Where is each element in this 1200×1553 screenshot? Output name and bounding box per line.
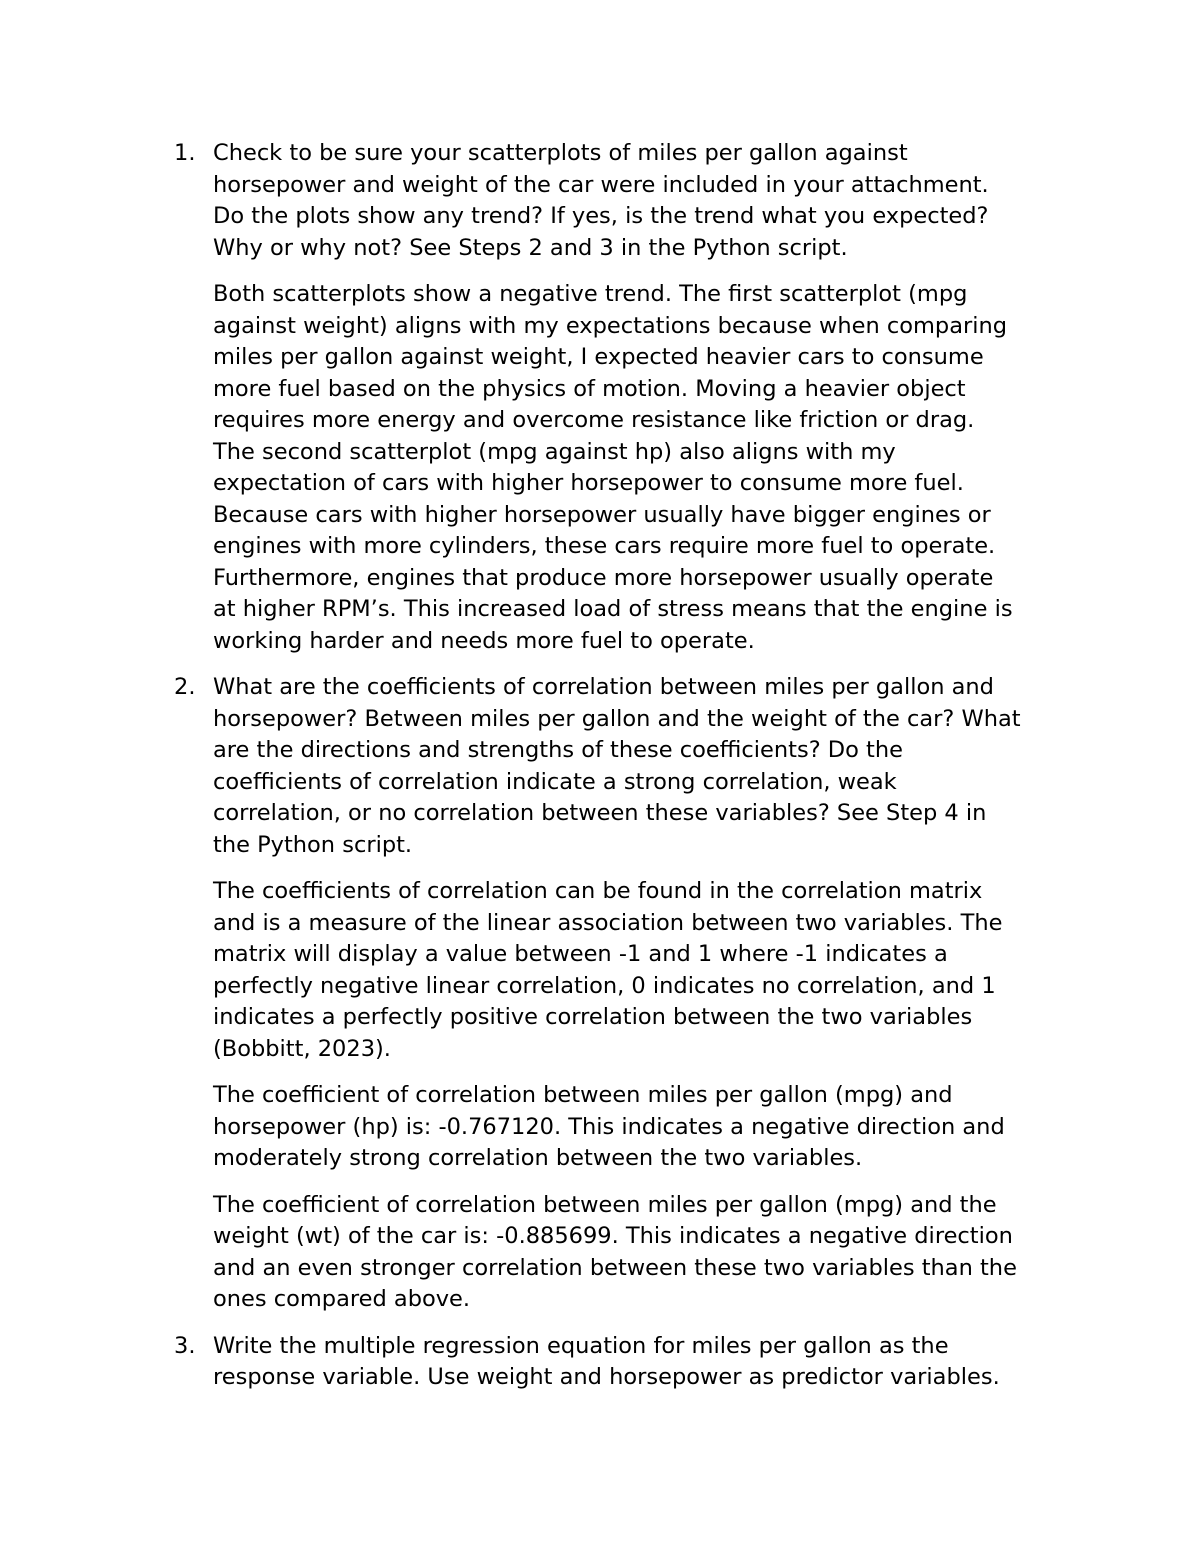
list-item-3 xyxy=(168,1331,1073,1394)
item-number: 1. xyxy=(174,140,196,166)
text-line: The second scatterplot (mpg against hp) also aligns with my xyxy=(213,438,896,465)
text-line: horsepower? Between miles per gallon and the weight of the car? What xyxy=(213,705,1021,732)
question-text xyxy=(213,1331,1073,1394)
text-line: horsepower (hp) is: -0.767120. This indicates a negative direction and xyxy=(213,1113,1005,1140)
answer-paragraph xyxy=(213,279,1073,657)
text-line: perfectly negative linear correlation, 0 indicates no correlation, and 1 xyxy=(213,972,996,999)
text-line: are the directions and strengths of these coefficients? Do the xyxy=(213,737,903,763)
text-line: weight (wt) of the car is: -0.885699. This indicates a negative direction xyxy=(213,1223,1013,1249)
list-item-1 xyxy=(168,138,1073,657)
text-line: expectation of cars with higher horsepower to consume more fuel. xyxy=(213,470,964,496)
text-line: The coefficients of correlation can be found in the correlation matrix xyxy=(213,878,983,904)
text-line: Why or why not? See Steps 2 and 3 in the Python script. xyxy=(213,234,848,261)
text-line: requires more energy and overcome resistance like friction or drag. xyxy=(213,407,975,433)
answer-paragraph xyxy=(213,1190,1073,1316)
answer-paragraph xyxy=(213,876,1073,1065)
text-line: and is a measure of the linear association between two variables. The xyxy=(213,909,1003,936)
item-number: 2. xyxy=(174,674,196,700)
text-line: horsepower and weight of the car were included in your attachment. xyxy=(213,171,989,198)
text-line: moderately strong correlation between the two variables. xyxy=(213,1145,863,1171)
text-line: Write the multiple regression equation for miles per gallon as the xyxy=(213,1332,949,1359)
text-line: indicates a perfectly positive correlation between the two variables xyxy=(213,1004,973,1030)
text-line: The coefficient of correlation between miles per gallon (mpg) and xyxy=(213,1082,953,1108)
text-line: matrix will display a value between -1 and 1 where -1 indicates a xyxy=(213,941,948,967)
text-line: more fuel based on the physics of motion. Moving a heavier object xyxy=(213,375,966,402)
text-line: Do the plots show any trend? If yes, is the trend what you expected? xyxy=(213,203,989,229)
text-line: engines with more cylinders, these cars require more fuel to operate. xyxy=(213,533,996,559)
text-line: ones compared above. xyxy=(213,1286,471,1312)
question-text xyxy=(213,672,1073,861)
list-item-2 xyxy=(168,672,1073,1316)
text-line: response variable. Use weight and horsepower as predictor variables. xyxy=(213,1364,1000,1390)
question-list xyxy=(168,138,1073,1409)
text-line: at higher RPM’s. This increased load of stress means that the engine is xyxy=(213,596,1013,622)
text-line: Because cars with higher horsepower usually have bigger engines or xyxy=(213,501,991,528)
text-line: Furthermore, engines that produce more horsepower usually operate xyxy=(213,564,994,591)
item-number: 3. xyxy=(174,1332,196,1359)
answer-paragraph xyxy=(213,1080,1073,1175)
text-line: working harder and needs more fuel to operate. xyxy=(213,627,755,654)
text-line: Both scatterplots show a negative trend. The first scatterplot (mpg xyxy=(213,281,968,307)
text-line: What are the coefficients of correlation between miles per gallon and xyxy=(213,674,994,700)
text-line: (Bobbitt, 2023). xyxy=(213,1035,391,1062)
question-text xyxy=(213,138,1073,264)
text-line: miles per gallon against weight, I expected heavier cars to consume xyxy=(213,344,984,370)
text-line: correlation, or no correlation between these variables? See Step 4 in xyxy=(213,800,987,826)
text-line: The coefficient of correlation between miles per gallon (mpg) and the xyxy=(213,1191,997,1218)
text-line: and an even stronger correlation between these two variables than the xyxy=(213,1254,1017,1281)
text-line: the Python script. xyxy=(213,831,413,858)
text-line: against weight) aligns with my expectations because when comparing xyxy=(213,312,1008,339)
text-line: coefficients of correlation indicate a strong correlation, weak xyxy=(213,768,897,795)
text-line: Check to be sure your scatterplots of miles per gallon against xyxy=(213,140,908,166)
